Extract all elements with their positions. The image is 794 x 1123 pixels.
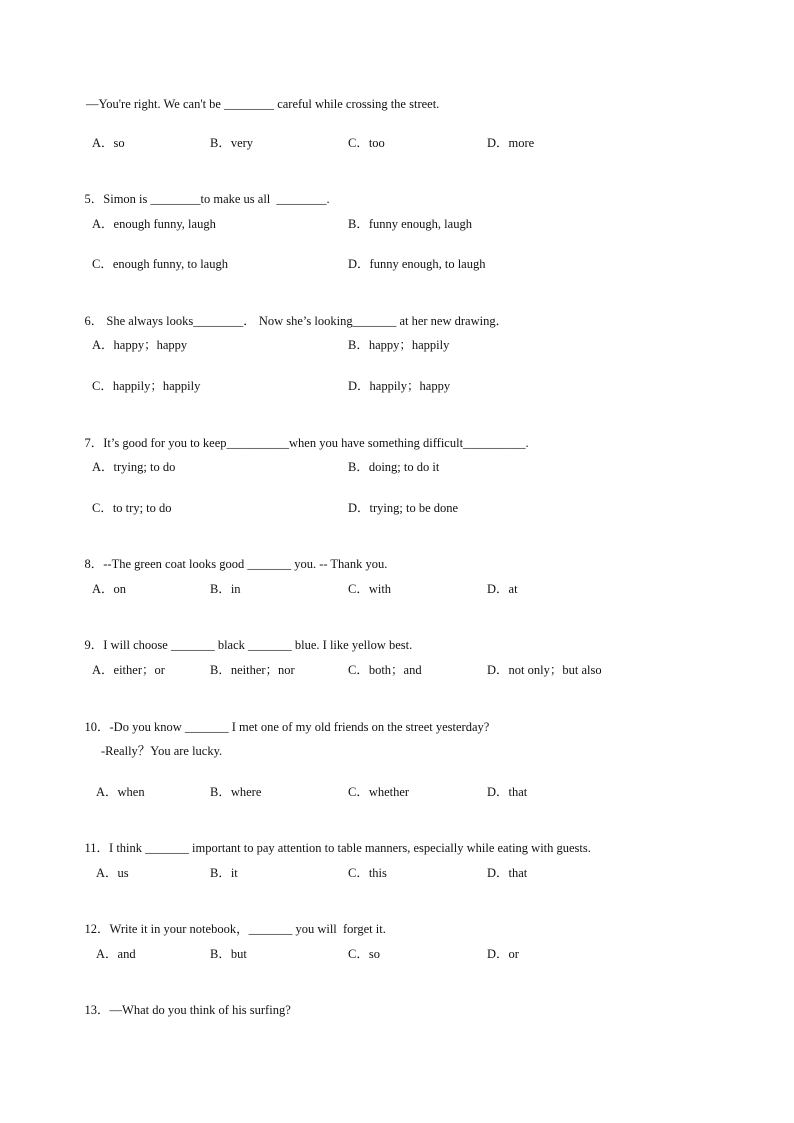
- question-stem: —What do you think of his surfing?: [109, 1003, 291, 1017]
- question-number: 5．: [84, 192, 104, 206]
- q6-option-c: C．happily；happily: [92, 379, 201, 393]
- q6-option-d: D．happily；happy: [348, 379, 451, 393]
- question-number: 9．: [84, 638, 104, 652]
- carryover-option-b: B．very: [210, 136, 254, 150]
- carryover-option-d: D．more: [487, 136, 535, 150]
- q6-option-a: A．happy；happy: [92, 338, 188, 352]
- carryover-option-a: A．so: [92, 136, 125, 150]
- q8-option-a: A．on: [92, 582, 127, 596]
- q11-option-d: D．that: [487, 866, 528, 880]
- q12-option-a: A．and: [96, 947, 136, 961]
- q5-option-b: B．funny enough, laugh: [348, 217, 472, 231]
- carryover-option-c: C．too: [348, 136, 385, 150]
- question-stem: -Do you know _______ I met one of my old friends on the street yesterday?: [109, 720, 490, 734]
- q9-option-a: A．either；or: [92, 663, 165, 677]
- q12-option-d: D．or: [487, 947, 519, 961]
- question-stem: --The green coat looks good _______ you. -- Thank you.: [103, 557, 388, 571]
- question-number: 13．: [84, 1003, 110, 1017]
- q11-option-c: C．this: [348, 866, 387, 880]
- q11-option-a: A．us: [96, 866, 129, 880]
- question-number: 6．: [84, 314, 104, 328]
- question-number: 10．: [84, 720, 110, 734]
- q8-option-d: D．at: [487, 582, 518, 596]
- q9-option-d: D．not only；but also: [487, 663, 602, 677]
- question-stem: I think _______ important to pay attention to table manners, especially while eating with guests.: [109, 841, 591, 855]
- question-stem: She always looks________． Now she’s looking_______ at her new drawing．: [103, 314, 509, 328]
- q10-option-a: A．when: [96, 785, 145, 799]
- question-number: 12．: [84, 922, 110, 936]
- q12-option-c: C．so: [348, 947, 380, 961]
- question-13: [72, 986, 291, 1034]
- q10-option-b: B．where: [210, 785, 262, 799]
- q10-option-c: C．whether: [348, 785, 410, 799]
- q7-option-d: D．trying; to be done: [348, 501, 459, 515]
- q10-option-d: D．that: [487, 785, 528, 799]
- q9-option-c: C．both；and: [348, 663, 422, 677]
- q7-option-c: C．to try; to do: [92, 501, 172, 515]
- q8-option-c: C．with: [348, 582, 392, 596]
- q12-option-b: B．but: [210, 947, 247, 961]
- q5-option-c: C．enough funny, to laugh: [92, 257, 228, 271]
- q9-option-b: B．neither；nor: [210, 663, 295, 677]
- q6-option-b: B．happy；happily: [348, 338, 450, 352]
- question-stem: Write it in your notebook，_______ you will forget it.: [109, 922, 386, 936]
- q7-option-a: A．trying; to do: [92, 460, 176, 474]
- question-number: 8．: [84, 557, 104, 571]
- question-number: 11．: [84, 841, 110, 855]
- question-stem: Simon is ________to make us all ________.: [103, 192, 330, 206]
- q5-option-d: D．funny enough, to laugh: [348, 257, 486, 271]
- question-stem: It’s good for you to keep__________when you have something difficult__________.: [103, 436, 529, 450]
- q10-reply: -Really？You are lucky.: [101, 744, 223, 758]
- question-stem: I will choose _______ black _______ blue. I like yellow best.: [103, 638, 413, 652]
- q5-option-a: A．enough funny, laugh: [92, 217, 216, 231]
- q7-option-b: B．doing; to do it: [348, 460, 440, 474]
- carryover-stem: —You're right. We can't be ________ careful while crossing the street.: [86, 97, 440, 111]
- question-number: 7．: [84, 436, 104, 450]
- q11-option-b: B．it: [210, 866, 238, 880]
- q8-option-b: B．in: [210, 582, 241, 596]
